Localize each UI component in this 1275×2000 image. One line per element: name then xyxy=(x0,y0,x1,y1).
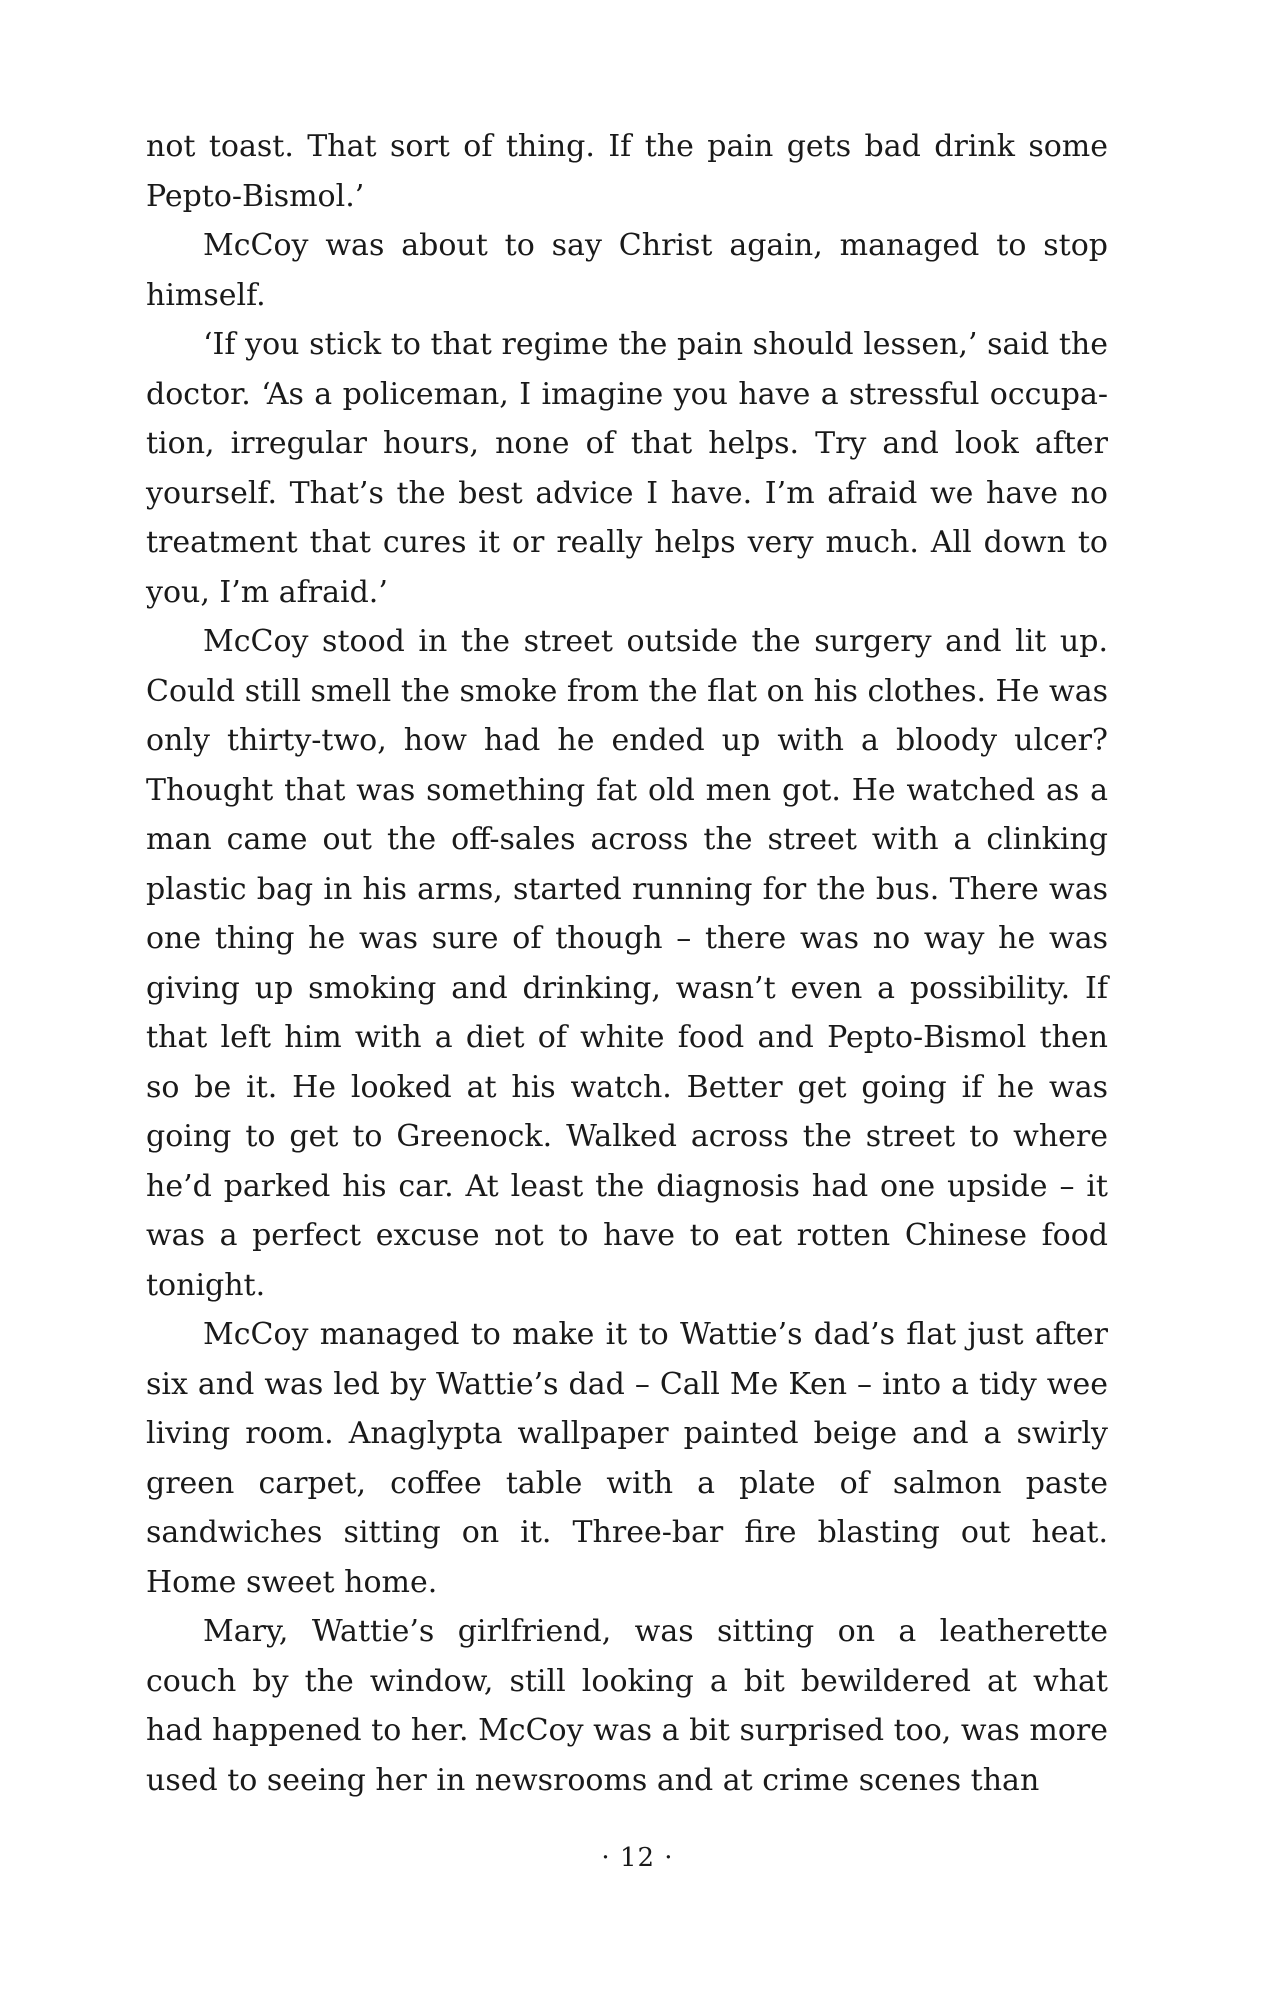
page-number: · 12 · xyxy=(601,1843,674,1873)
paragraph-continuation: not toast. That sort of thing. If the pain gets bad drink some Pepto-Bismol.’ xyxy=(146,129,1108,214)
paragraph: ‘If you stick to that regime the pain should lessen,’ said the doctor. ‘As a policeman, I imagine you have a stressful occupation, irregular hours, none of that helps. Try and look after yourself. That’s the best advice I have. I’m afraid we have no treatment that cures it or really helps very much. All down to you, I’m afraid.’ xyxy=(146,327,1108,610)
paragraph: McCoy stood in the street outside the surgery and lit up. Could still smell the smoke from the flat on his clothes. He was only thirty-two, how had he ended up with a bloody ulcer? Thought that was something fat old men got. He watched as a man came out the off-sales across the street with a clinking plastic bag in his arms, started running for the bus. There was one thing he was sure of though – there was no way he was giving up smoking and drinking, wasn’t even a possibility. If that left him with a diet of white food and Pepto-Bismol then so be it. He looked at his watch. Better get going if he was going to get to Greenock. Walked across the street to where he’d parked his car. At least the diagnosis had one upside – it was a perfect excuse not to have to eat rotten Chinese food tonight. xyxy=(146,624,1108,1303)
paragraph: McCoy was about to say Christ again, managed to stop himself. xyxy=(146,228,1108,313)
paragraph: Mary, Wattie’s girlfriend, was sitting on a leatherette couch by the window, still looking a bit bewildered at what had happened to her. McCoy was a bit surprised too, was more used to seeing her in newsrooms and at crime scenes than xyxy=(146,1614,1108,1798)
body-text xyxy=(146,122,1108,1805)
paragraph: McCoy managed to make it to Wattie’s dad’s flat just after six and was led by Wattie’s dad – Call Me Ken – into a tidy wee living room. Anaglypta wallpaper painted beige and a swirly green carpet, coffee table with a plate of salmon paste sandwiches sitting on it. Three-bar fire blasting out heat. Home sweet home. xyxy=(146,1317,1108,1600)
